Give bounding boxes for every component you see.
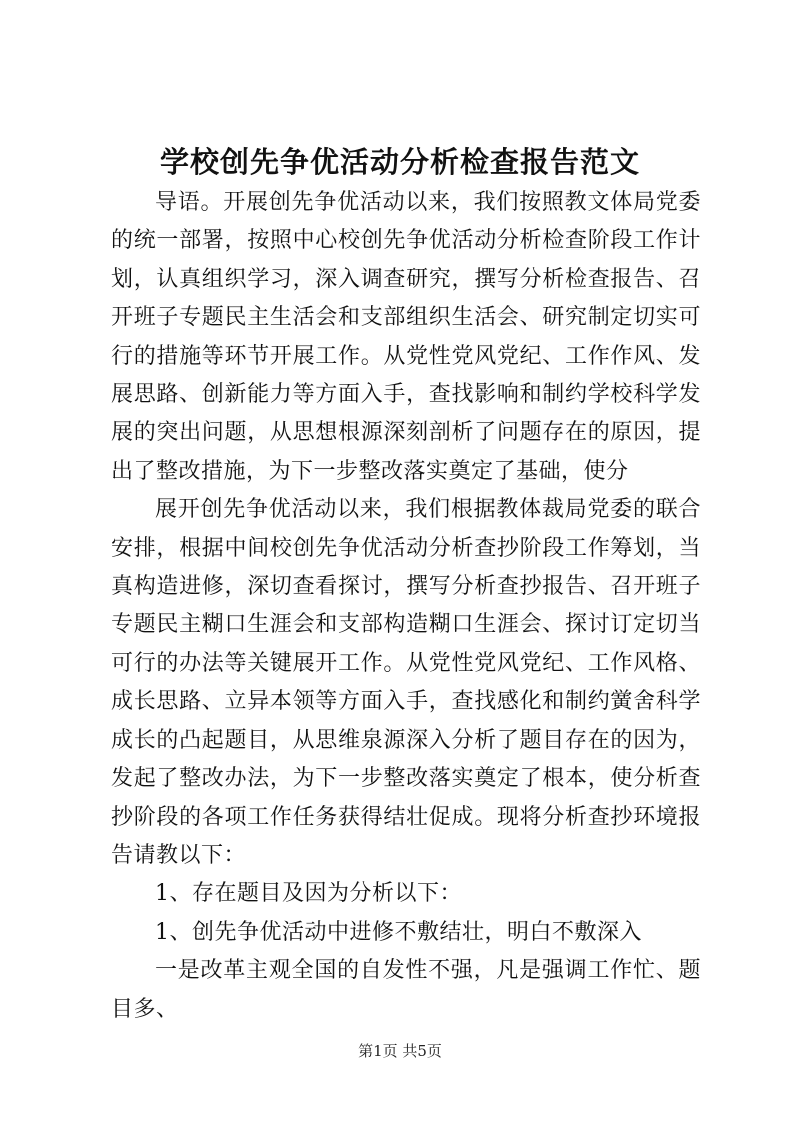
paragraph-intro: 导语。开展创先争优活动以来，我们按照教文体局党委的统一部署，按照中心校创先争优活动分析检查阶段工作计划，认真组织学习，深入调查研究，撰写分析检查报告、召开班子专题民主生活会和支部组织生活会、研究制定切实可行的措施等环节开展工作。从党性党风党纪、工作作风、发展思路、创新能力等方面入手，查找影响和制约学校科学发展的突出问题，从思想根源深刻剖析了问题存在的原因，提出了整改措施，为下一步整改落实奠定了基础，使分 — [111, 190, 701, 484]
document-title: 学校创先争优活动分析检查报告范文 — [159, 145, 640, 179]
paragraph-point-one: 一是改革主观全国的自发性不强，凡是强调工作忙、题目多、 — [111, 958, 701, 1022]
page-footer: 第1页 共5页 — [358, 1042, 442, 1060]
document-body — [111, 184, 701, 1029]
paragraph-main: 展开创先争优活动以来，我们根据教体裁局党委的联合安排，根据中间校创先争优活动分析查抄阶段工作筹划，当真构造进修，深切查看探讨，撰写分析查抄报告、召开班子专题民主糊口生涯会和支部构造糊口生涯会、探讨订定切当可行的办法等关键展开工作。从党性党风党纪、工作风格、成长思路、立异本领等方面入手，查找感化和制约黉舍科学成长的凸起题目，从思维泉源深入分析了题目存在的因为，发起了整改办法，为下一步整改落实奠定了根本，使分析查抄阶段的各项工作任务获得结壮促成。现将分析查抄环境报告请教以下： — [111, 497, 701, 868]
section-heading: 1、存在题目及因为分析以下： — [155, 881, 462, 907]
subsection-heading: 1、创先争优活动中进修不敷结壮，明白不敷深入 — [155, 919, 642, 945]
